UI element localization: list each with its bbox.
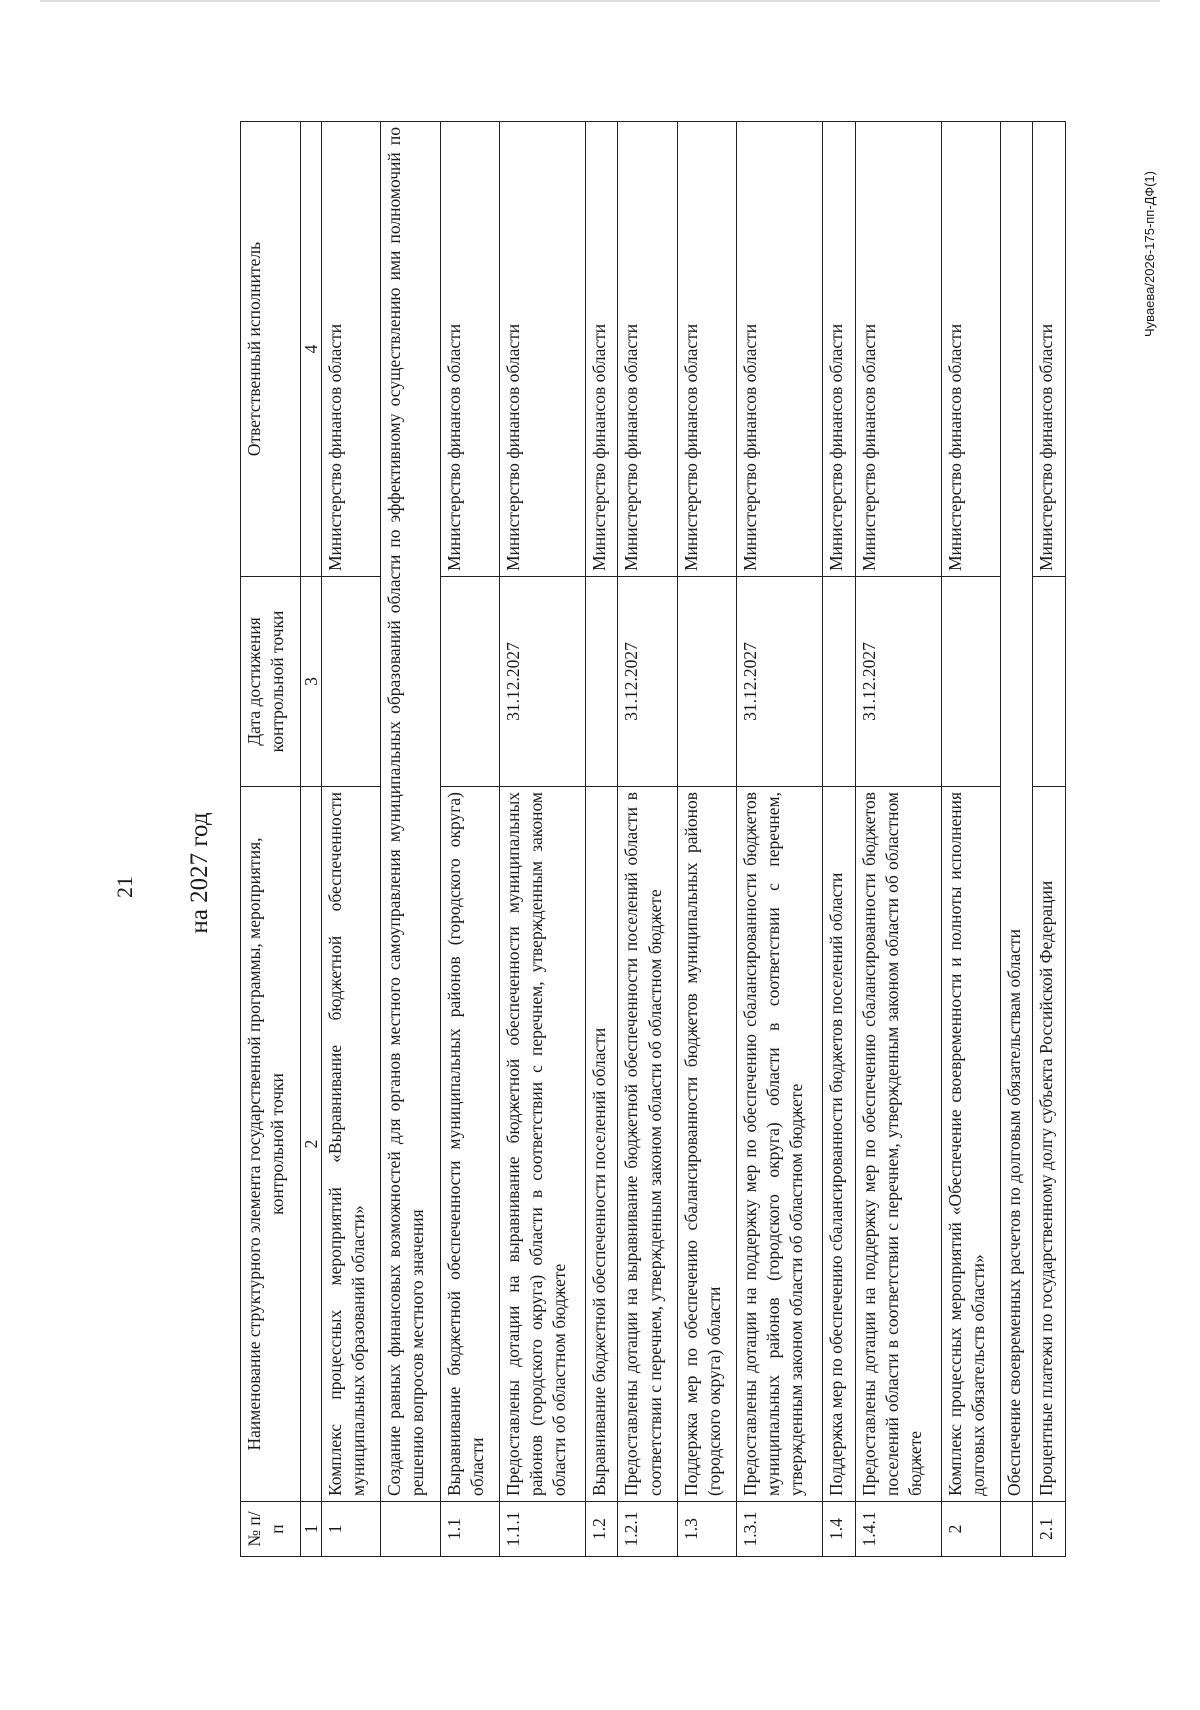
row-responsible: Министерство финансов области <box>499 122 585 577</box>
row-name: Выравнивание бюджетной обеспеченности муниципальных районов (городского округа) области <box>440 787 499 1502</box>
row-num: 1.1.1 <box>499 1502 585 1557</box>
index-cell: 3 <box>301 577 322 787</box>
index-cell: 1 <box>301 1502 322 1557</box>
row-date: 31.12.2027 <box>855 577 941 787</box>
row-responsible: Министерство финансов области <box>585 122 618 577</box>
table-row <box>941 122 1000 1557</box>
header-num: № п/п <box>241 1502 301 1557</box>
row-name: Выравнивание бюджетной обеспеченности поселений области <box>585 787 618 1502</box>
row-responsible: Министерство финансов области <box>823 122 856 577</box>
row-num: 1.2.1 <box>618 1502 677 1557</box>
table-row <box>381 122 440 1557</box>
row-name: Поддержка мер по обеспечению сбалансированности бюджетов поселений области <box>823 787 856 1502</box>
row-num: 2 <box>941 1502 1000 1557</box>
table-row <box>322 122 381 1557</box>
row-date: 31.12.2027 <box>736 577 822 787</box>
row-num: 1 <box>322 1502 381 1557</box>
table-row <box>618 122 677 1557</box>
period-title: на 2027 год <box>186 812 213 934</box>
row-responsible: Министерство финансов области <box>1033 122 1066 577</box>
header-responsible: Ответственный исполнитель <box>241 122 301 577</box>
table-row <box>440 122 499 1557</box>
row-date <box>322 577 381 787</box>
row-date <box>823 577 856 787</box>
row-responsible: Министерство финансов области <box>618 122 677 577</box>
scan-edge-line <box>40 0 1160 2</box>
row-num <box>1000 1502 1033 1557</box>
index-cell: 4 <box>301 122 322 577</box>
row-name: Предоставлены дотации на выравнивание бюджетной обеспеченности поселений области в соответствии с перечнем, утвержденным законом области об областном бюджете <box>618 787 677 1502</box>
document-code: Чуваева/2026-175-пп-ДФ(1) <box>1142 171 1157 337</box>
row-date <box>1033 577 1066 787</box>
row-date: 31.12.2027 <box>618 577 677 787</box>
row-name: Комплекс процессных мероприятий «Выравнивание бюджетной обеспеченности муниципальных образований области» <box>322 787 381 1502</box>
row-num: 1.2 <box>585 1502 618 1557</box>
row-goal: Обеспечение своевременных расчетов по долговым обязательствам области <box>1000 122 1033 1502</box>
header-date: Дата достижения контрольной точки <box>241 577 301 787</box>
row-date <box>677 577 736 787</box>
row-goal: Создание равных финансовых возможностей для органов местного самоуправления муниципальных образований области по эффективному осуществлению ими полномочий по решению вопросов местного значения <box>381 122 440 1502</box>
table-row <box>499 122 585 1557</box>
row-num: 1.3.1 <box>736 1502 822 1557</box>
table-row <box>1000 122 1033 1557</box>
header-name: Наименование структурного элемента государственной программы, мероприятия, контрольной точки <box>241 787 301 1502</box>
row-date <box>440 577 499 787</box>
row-date <box>585 577 618 787</box>
table-row <box>585 122 618 1557</box>
page-number: 21 <box>112 876 137 898</box>
table-row <box>677 122 736 1557</box>
table-row <box>823 122 856 1557</box>
row-responsible: Министерство финансов области <box>941 122 1000 577</box>
row-responsible: Министерство финансов области <box>855 122 941 577</box>
plan-table-container <box>240 122 1066 1557</box>
table-row <box>736 122 822 1557</box>
row-name: Комплекс процессных мероприятий «Обеспечение своевременности и полноты исполнения долговых обязательств области» <box>941 787 1000 1502</box>
row-num: 1.4.1 <box>855 1502 941 1557</box>
row-name: Процентные платежи по государственному долгу субъекта Российской Федерации <box>1033 787 1066 1502</box>
row-responsible: Министерство финансов области <box>736 122 822 577</box>
row-num: 1.1 <box>440 1502 499 1557</box>
row-responsible: Министерство финансов области <box>322 122 381 577</box>
row-name: Предоставлены дотации на поддержку мер по обеспечению сбалансированности бюджетов поселений области в соответствии с перечнем, утвержденным законом области об областном бюджете <box>855 787 941 1502</box>
table-row <box>1033 122 1066 1557</box>
table-row <box>855 122 941 1557</box>
plan-table <box>240 121 1066 1557</box>
row-name: Поддержка мер по обеспечению сбалансированности бюджетов муниципальных районов (городского округа) области <box>677 787 736 1502</box>
row-num: 2.1 <box>1033 1502 1066 1557</box>
row-num: 1.3 <box>677 1502 736 1557</box>
row-responsible: Министерство финансов области <box>440 122 499 577</box>
row-name: Предоставлены дотации на выравнивание бюджетной обеспеченности муниципальных районов (городского округа) области в соответствии с перечнем, утвержденным законом области об областном бюджете <box>499 787 585 1502</box>
row-date: 31.12.2027 <box>499 577 585 787</box>
row-num: 1.4 <box>823 1502 856 1557</box>
row-responsible: Министерство финансов области <box>677 122 736 577</box>
row-num <box>381 1502 440 1557</box>
row-name: Предоставлены дотации на поддержку мер по обеспечению сбалансированности бюджетов муниципальных районов (городского округа) области в соответствии с перечнем, утвержденным законом области об областном бюджете <box>736 787 822 1502</box>
index-cell: 2 <box>301 787 322 1502</box>
row-date <box>941 577 1000 787</box>
